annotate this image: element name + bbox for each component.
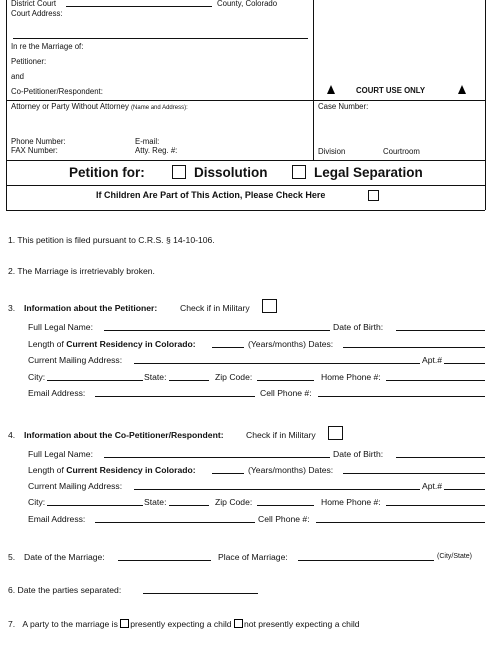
item-4-military-label: Check if in Military xyxy=(246,430,316,440)
date-separated-field[interactable] xyxy=(143,593,258,594)
court-address-label: Court Address: xyxy=(11,9,63,18)
home-phone-label: Home Phone #: xyxy=(321,372,381,382)
item-7-number: 7. xyxy=(8,619,16,629)
co-petitioner-military-checkbox[interactable] xyxy=(328,426,343,440)
item-6: 6. Date the parties separated: xyxy=(8,585,122,595)
phone-label: Phone Number: xyxy=(11,137,66,146)
full-legal-name-field[interactable] xyxy=(104,330,330,331)
and-label: and xyxy=(11,72,25,81)
email-label: E-mail: xyxy=(135,137,160,146)
item-1: 1. This petition is filed pursuant to C.R.S. § 14-10-106. xyxy=(8,235,215,245)
item-3-military-label: Check if in Military xyxy=(180,303,250,313)
date-of-birth-field[interactable] xyxy=(396,457,485,458)
email-address-label: Email Address: xyxy=(28,514,86,524)
date-of-marriage-field[interactable] xyxy=(118,560,211,561)
years-months-label: (Years/months) Dates: xyxy=(248,465,334,475)
state-label: State: xyxy=(144,372,167,382)
date-of-birth-label: Date of Birth: xyxy=(333,322,384,332)
state-field[interactable] xyxy=(169,380,209,381)
date-of-birth-label: Date of Birth: xyxy=(333,449,384,459)
residency-field[interactable] xyxy=(212,473,244,474)
item-3-title: Information about the Petitioner: xyxy=(24,303,158,313)
cell-phone-label: Cell Phone #: xyxy=(260,388,312,398)
dissolution-label: Dissolution xyxy=(194,165,268,180)
dissolution-checkbox[interactable] xyxy=(172,165,186,179)
city-state-label: (City/State) xyxy=(437,553,473,560)
cell-phone-field[interactable] xyxy=(316,522,485,523)
residency-field[interactable] xyxy=(212,347,244,348)
place-of-marriage-label: Place of Marriage: xyxy=(218,552,288,562)
item-4-number: 4. xyxy=(8,430,16,440)
city-field[interactable] xyxy=(47,505,143,506)
mailing-address-field[interactable] xyxy=(134,489,420,490)
full-legal-name-field[interactable] xyxy=(104,457,330,458)
fax-label: FAX Number: xyxy=(11,146,58,155)
atty-reg-label: Atty. Reg. #: xyxy=(135,146,178,155)
full-legal-name-label: Full Legal Name: xyxy=(28,449,93,459)
county-label: County, Colorado xyxy=(217,0,278,8)
item-3-number: 3. xyxy=(8,303,16,313)
legal-separation-checkbox[interactable] xyxy=(292,165,306,179)
date-of-birth-field[interactable] xyxy=(396,330,485,331)
item-5-number: 5. xyxy=(8,552,16,562)
apt-field[interactable] xyxy=(444,489,485,490)
apt-field[interactable] xyxy=(444,363,485,364)
court-use-only-label: COURT USE ONLY xyxy=(356,86,426,95)
dates-field[interactable] xyxy=(343,473,485,474)
city-field[interactable] xyxy=(47,380,143,381)
home-phone-label: Home Phone #: xyxy=(321,497,381,507)
place-of-marriage-field[interactable] xyxy=(298,560,434,561)
zip-field[interactable] xyxy=(257,380,314,381)
mailing-address-label: Current Mailing Address: xyxy=(28,481,123,491)
item-7 xyxy=(8,619,360,629)
city-label: City: xyxy=(28,372,46,382)
triangle-right-icon xyxy=(458,85,466,94)
case-number-label: Case Number: xyxy=(318,102,369,111)
item-2: 2. The Marriage is irretrievably broken. xyxy=(8,266,155,276)
residency-label: Length of Current Residency in Colorado: xyxy=(28,465,196,475)
children-checkbox[interactable] xyxy=(368,190,379,201)
attorney-label: Attorney or Party Without Attorney (Name and Address): xyxy=(11,102,188,111)
apt-label: Apt.# xyxy=(422,481,443,491)
children-check-label: If Children Are Part of This Action, Please Check Here xyxy=(96,190,326,200)
state-field[interactable] xyxy=(169,505,209,506)
not-expecting-checkbox[interactable] xyxy=(234,619,243,628)
cell-phone-label: Cell Phone #: xyxy=(258,514,310,524)
division-label: Division xyxy=(318,147,346,156)
legal-separation-label: Legal Separation xyxy=(314,165,423,180)
state-label: State: xyxy=(144,497,167,507)
item-7-text: A party to the marriage is xyxy=(22,619,118,629)
email-address-field[interactable] xyxy=(95,522,255,523)
dates-field[interactable] xyxy=(343,347,485,348)
mailing-address-label: Current Mailing Address: xyxy=(28,355,123,365)
residency-label: Length of Current Residency in Colorado: xyxy=(28,339,196,349)
home-phone-field[interactable] xyxy=(386,380,485,381)
zip-field[interactable] xyxy=(257,505,314,506)
home-phone-field[interactable] xyxy=(386,505,485,506)
in-re-label: In re the Marriage of: xyxy=(11,42,84,51)
not-expecting-label: not presently expecting a child xyxy=(243,619,360,629)
expecting-checkbox[interactable] xyxy=(120,619,129,628)
courtroom-label: Courtroom xyxy=(383,147,420,156)
apt-label: Apt.# xyxy=(422,355,443,365)
years-months-label: (Years/months) Dates: xyxy=(248,339,334,349)
petitioner-label: Petitioner: xyxy=(11,57,47,66)
date-of-marriage-label: Date of the Marriage: xyxy=(24,552,105,562)
zip-label: Zip Code: xyxy=(215,497,253,507)
petition-for-label: Petition for: xyxy=(69,165,145,180)
full-legal-name-label: Full Legal Name: xyxy=(28,322,93,332)
district-court-label: District Court xyxy=(11,0,57,8)
co-petitioner-label: Co-Petitioner/Respondent: xyxy=(11,87,103,96)
mailing-address-field[interactable] xyxy=(134,363,420,364)
zip-label: Zip Code: xyxy=(215,372,253,382)
petitioner-military-checkbox[interactable] xyxy=(262,299,277,313)
item-4-title: Information about the Co-Petitioner/Respondent: xyxy=(24,430,224,440)
district-court-line[interactable] xyxy=(66,6,212,7)
expecting-label: presently expecting a child xyxy=(130,619,232,629)
triangle-left-icon xyxy=(327,85,335,94)
email-address-field[interactable] xyxy=(95,396,255,397)
cell-phone-field[interactable] xyxy=(318,396,485,397)
email-address-label: Email Address: xyxy=(28,388,86,398)
city-label: City: xyxy=(28,497,46,507)
